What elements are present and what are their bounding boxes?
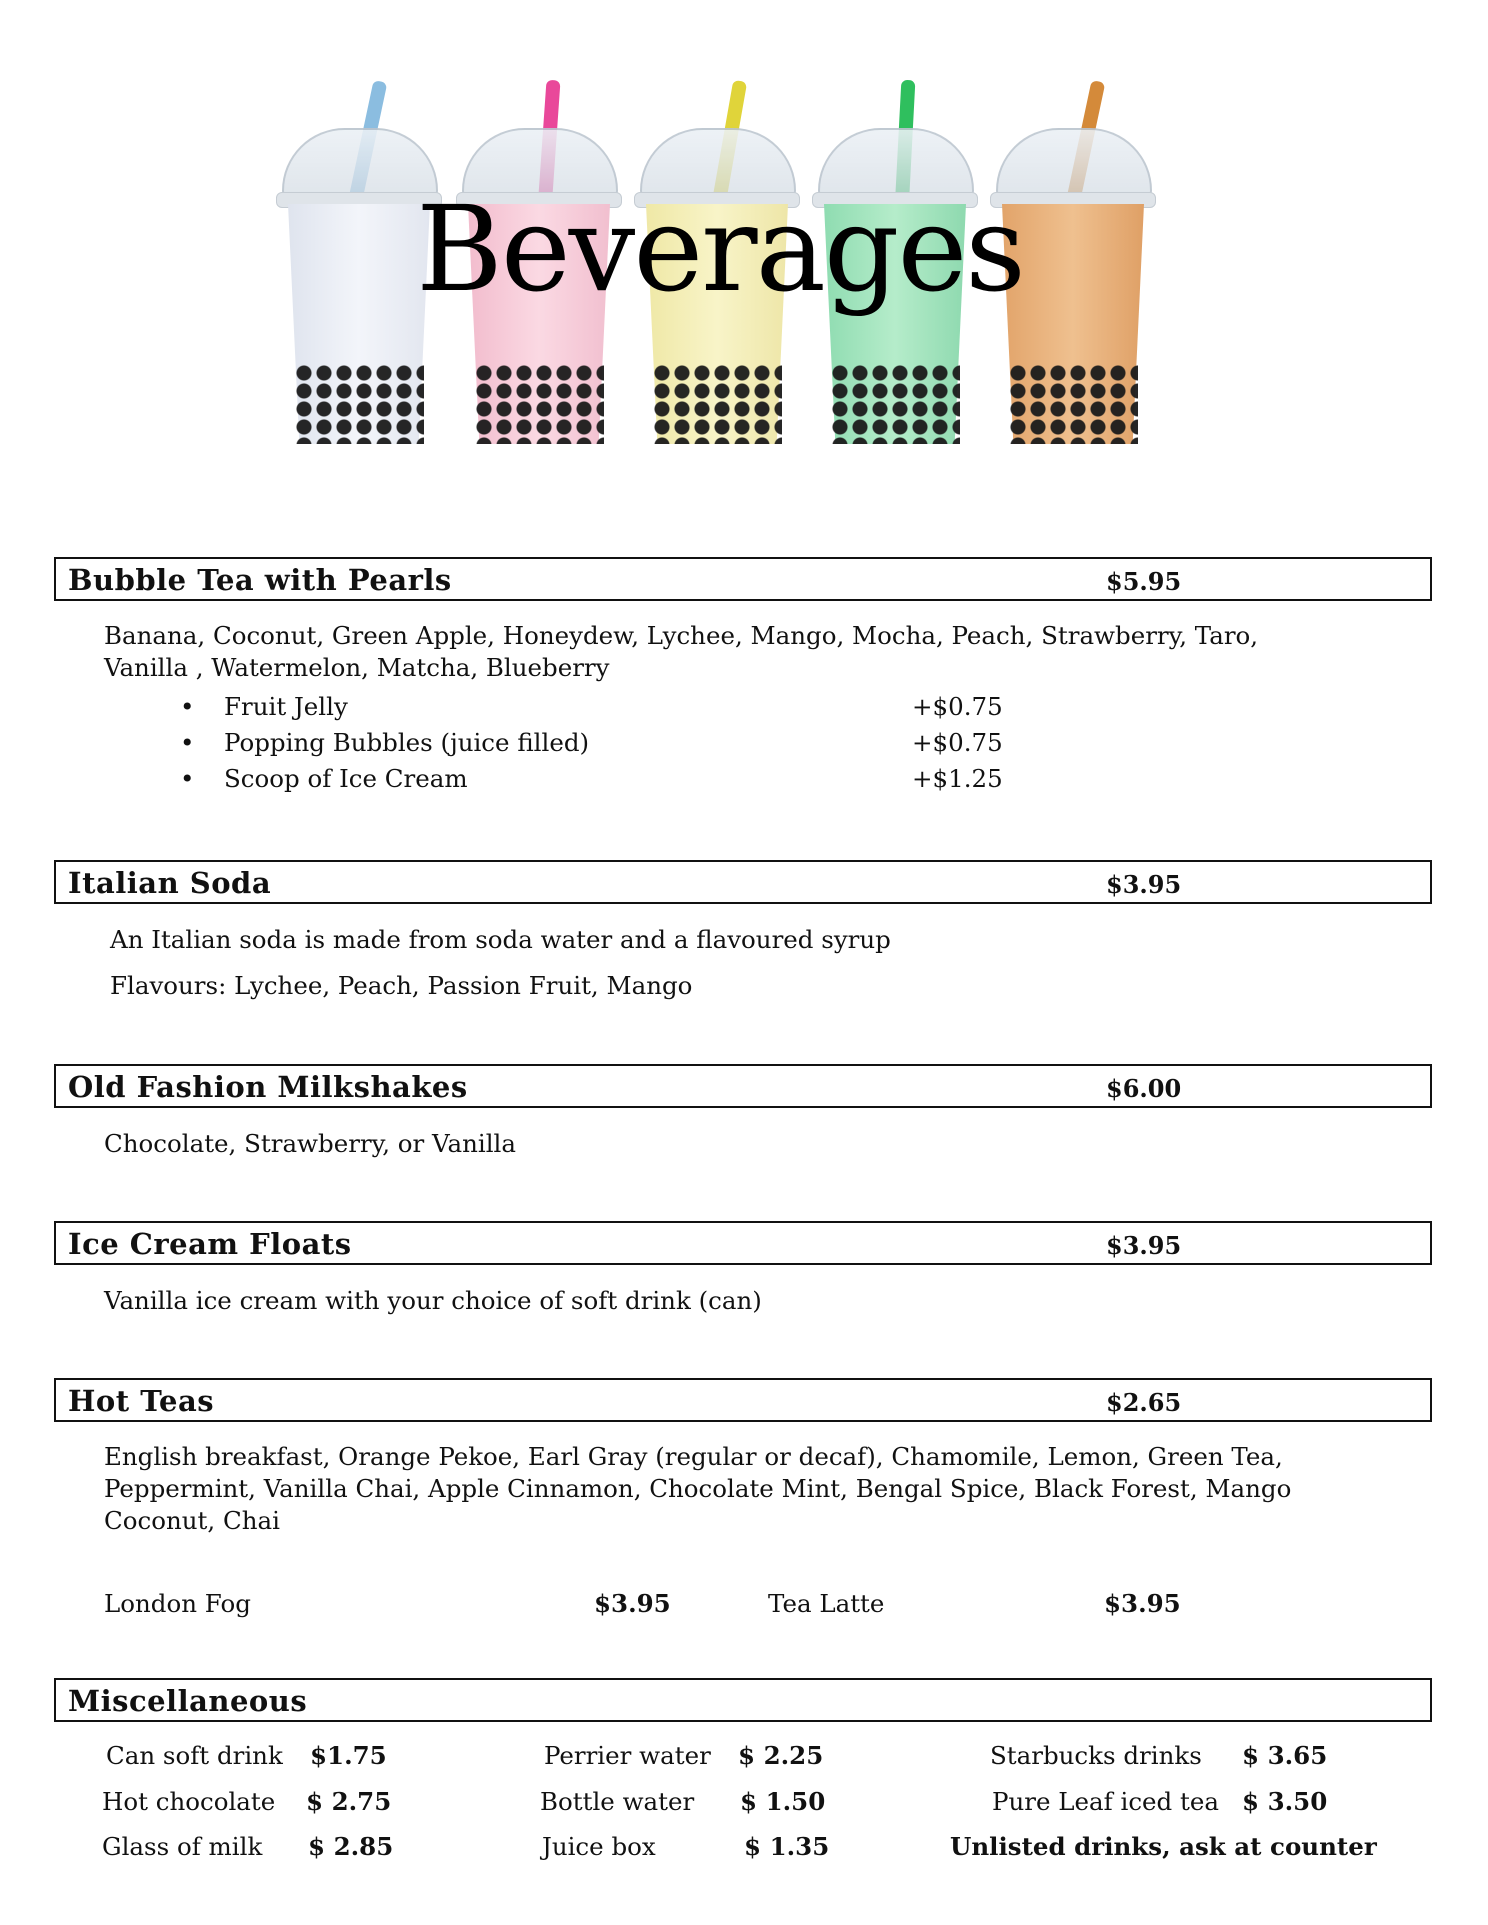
tea-list: Coconut, Chai — [104, 1506, 280, 1535]
tea-list: English breakfast, Orange Pekoe, Earl Gray (regular or decaf), Chamomile, Lemon, Green Tea, — [104, 1442, 1283, 1471]
section-header-bubble-tea — [54, 557, 1432, 601]
misc-item-label: Juice box — [542, 1832, 656, 1861]
misc-item-label: Glass of milk — [102, 1832, 263, 1861]
addon-label: Scoop of Ice Cream — [224, 764, 468, 793]
section-title: Old Fashion Milkshakes — [68, 1070, 468, 1104]
addon-label: Popping Bubbles (juice filled) — [224, 728, 590, 757]
misc-item-price: $ 2.85 — [308, 1832, 394, 1861]
tea-latte-price: $3.95 — [1104, 1589, 1181, 1618]
section-description: Chocolate, Strawberry, or Vanilla — [104, 1129, 516, 1158]
addon-price: +$1.25 — [912, 764, 1003, 793]
section-title: Bubble Tea with Pearls — [68, 563, 452, 597]
london-fog-label: London Fog — [104, 1589, 251, 1618]
addon-label: Fruit Jelly — [224, 692, 348, 721]
addon-price: +$0.75 — [912, 728, 1003, 757]
addon-item — [180, 728, 1040, 764]
section-header-italian-soda — [54, 860, 1432, 904]
addon-price: +$0.75 — [912, 692, 1003, 721]
section-description: An Italian soda is made from soda water and a flavoured syrup — [110, 925, 891, 954]
misc-item-price: $ 2.75 — [306, 1787, 392, 1816]
flavour-list: Flavours: Lychee, Peach, Passion Fruit, Mango — [110, 971, 693, 1000]
flavour-list: Vanilla , Watermelon, Matcha, Blueberry — [104, 653, 610, 682]
misc-item-label: Perrier water — [544, 1741, 711, 1770]
misc-item-price: $ 1.50 — [740, 1787, 826, 1816]
misc-item-label: Pure Leaf iced tea — [992, 1787, 1219, 1816]
section-header-milkshakes — [54, 1064, 1432, 1108]
london-fog-price: $3.95 — [594, 1589, 671, 1618]
misc-item-label: Hot chocolate — [102, 1787, 276, 1816]
section-price: $3.95 — [1106, 1231, 1182, 1260]
section-title: Italian Soda — [68, 866, 272, 900]
section-title: Hot Teas — [68, 1384, 215, 1418]
section-description: Vanilla ice cream with your choice of soft drink (can) — [104, 1286, 762, 1315]
misc-item-price: $ 3.65 — [1242, 1741, 1328, 1770]
section-price: $5.95 — [1106, 567, 1182, 596]
misc-item-label: Can soft drink — [106, 1741, 283, 1770]
section-header-floats — [54, 1221, 1432, 1265]
section-price: $3.95 — [1106, 870, 1182, 899]
addon-item — [180, 692, 1040, 728]
bullet-icon: • — [180, 764, 195, 793]
tea-latte-label: Tea Latte — [768, 1589, 885, 1618]
addon-item — [180, 764, 1040, 800]
misc-item-label: Bottle water — [540, 1787, 695, 1816]
tea-list: Peppermint, Vanilla Chai, Apple Cinnamon, Chocolate Mint, Bengal Spice, Black Forest, Mango — [104, 1474, 1292, 1503]
hero-image — [270, 80, 1170, 450]
misc-item-price: $ 3.50 — [1242, 1787, 1328, 1816]
section-title: Miscellaneous — [68, 1684, 308, 1718]
misc-item-label: Starbucks drinks — [990, 1741, 1202, 1770]
counter-note: Unlisted drinks, ask at counter — [950, 1832, 1377, 1861]
misc-item-price: $ 2.25 — [738, 1741, 824, 1770]
page-title: Beverages — [416, 180, 1024, 318]
bullet-icon: • — [180, 692, 195, 721]
section-price: $6.00 — [1106, 1074, 1182, 1103]
section-title: Ice Cream Floats — [68, 1227, 352, 1261]
bullet-icon: • — [180, 728, 195, 757]
section-header-misc — [54, 1678, 1432, 1722]
section-price: $2.65 — [1106, 1388, 1182, 1417]
misc-item-price: $ 1.35 — [744, 1832, 830, 1861]
flavour-list: Banana, Coconut, Green Apple, Honeydew, Lychee, Mango, Mocha, Peach, Strawberry, Taro, — [104, 621, 1259, 650]
section-header-hot-teas — [54, 1378, 1432, 1422]
misc-item-price: $1.75 — [310, 1741, 387, 1770]
